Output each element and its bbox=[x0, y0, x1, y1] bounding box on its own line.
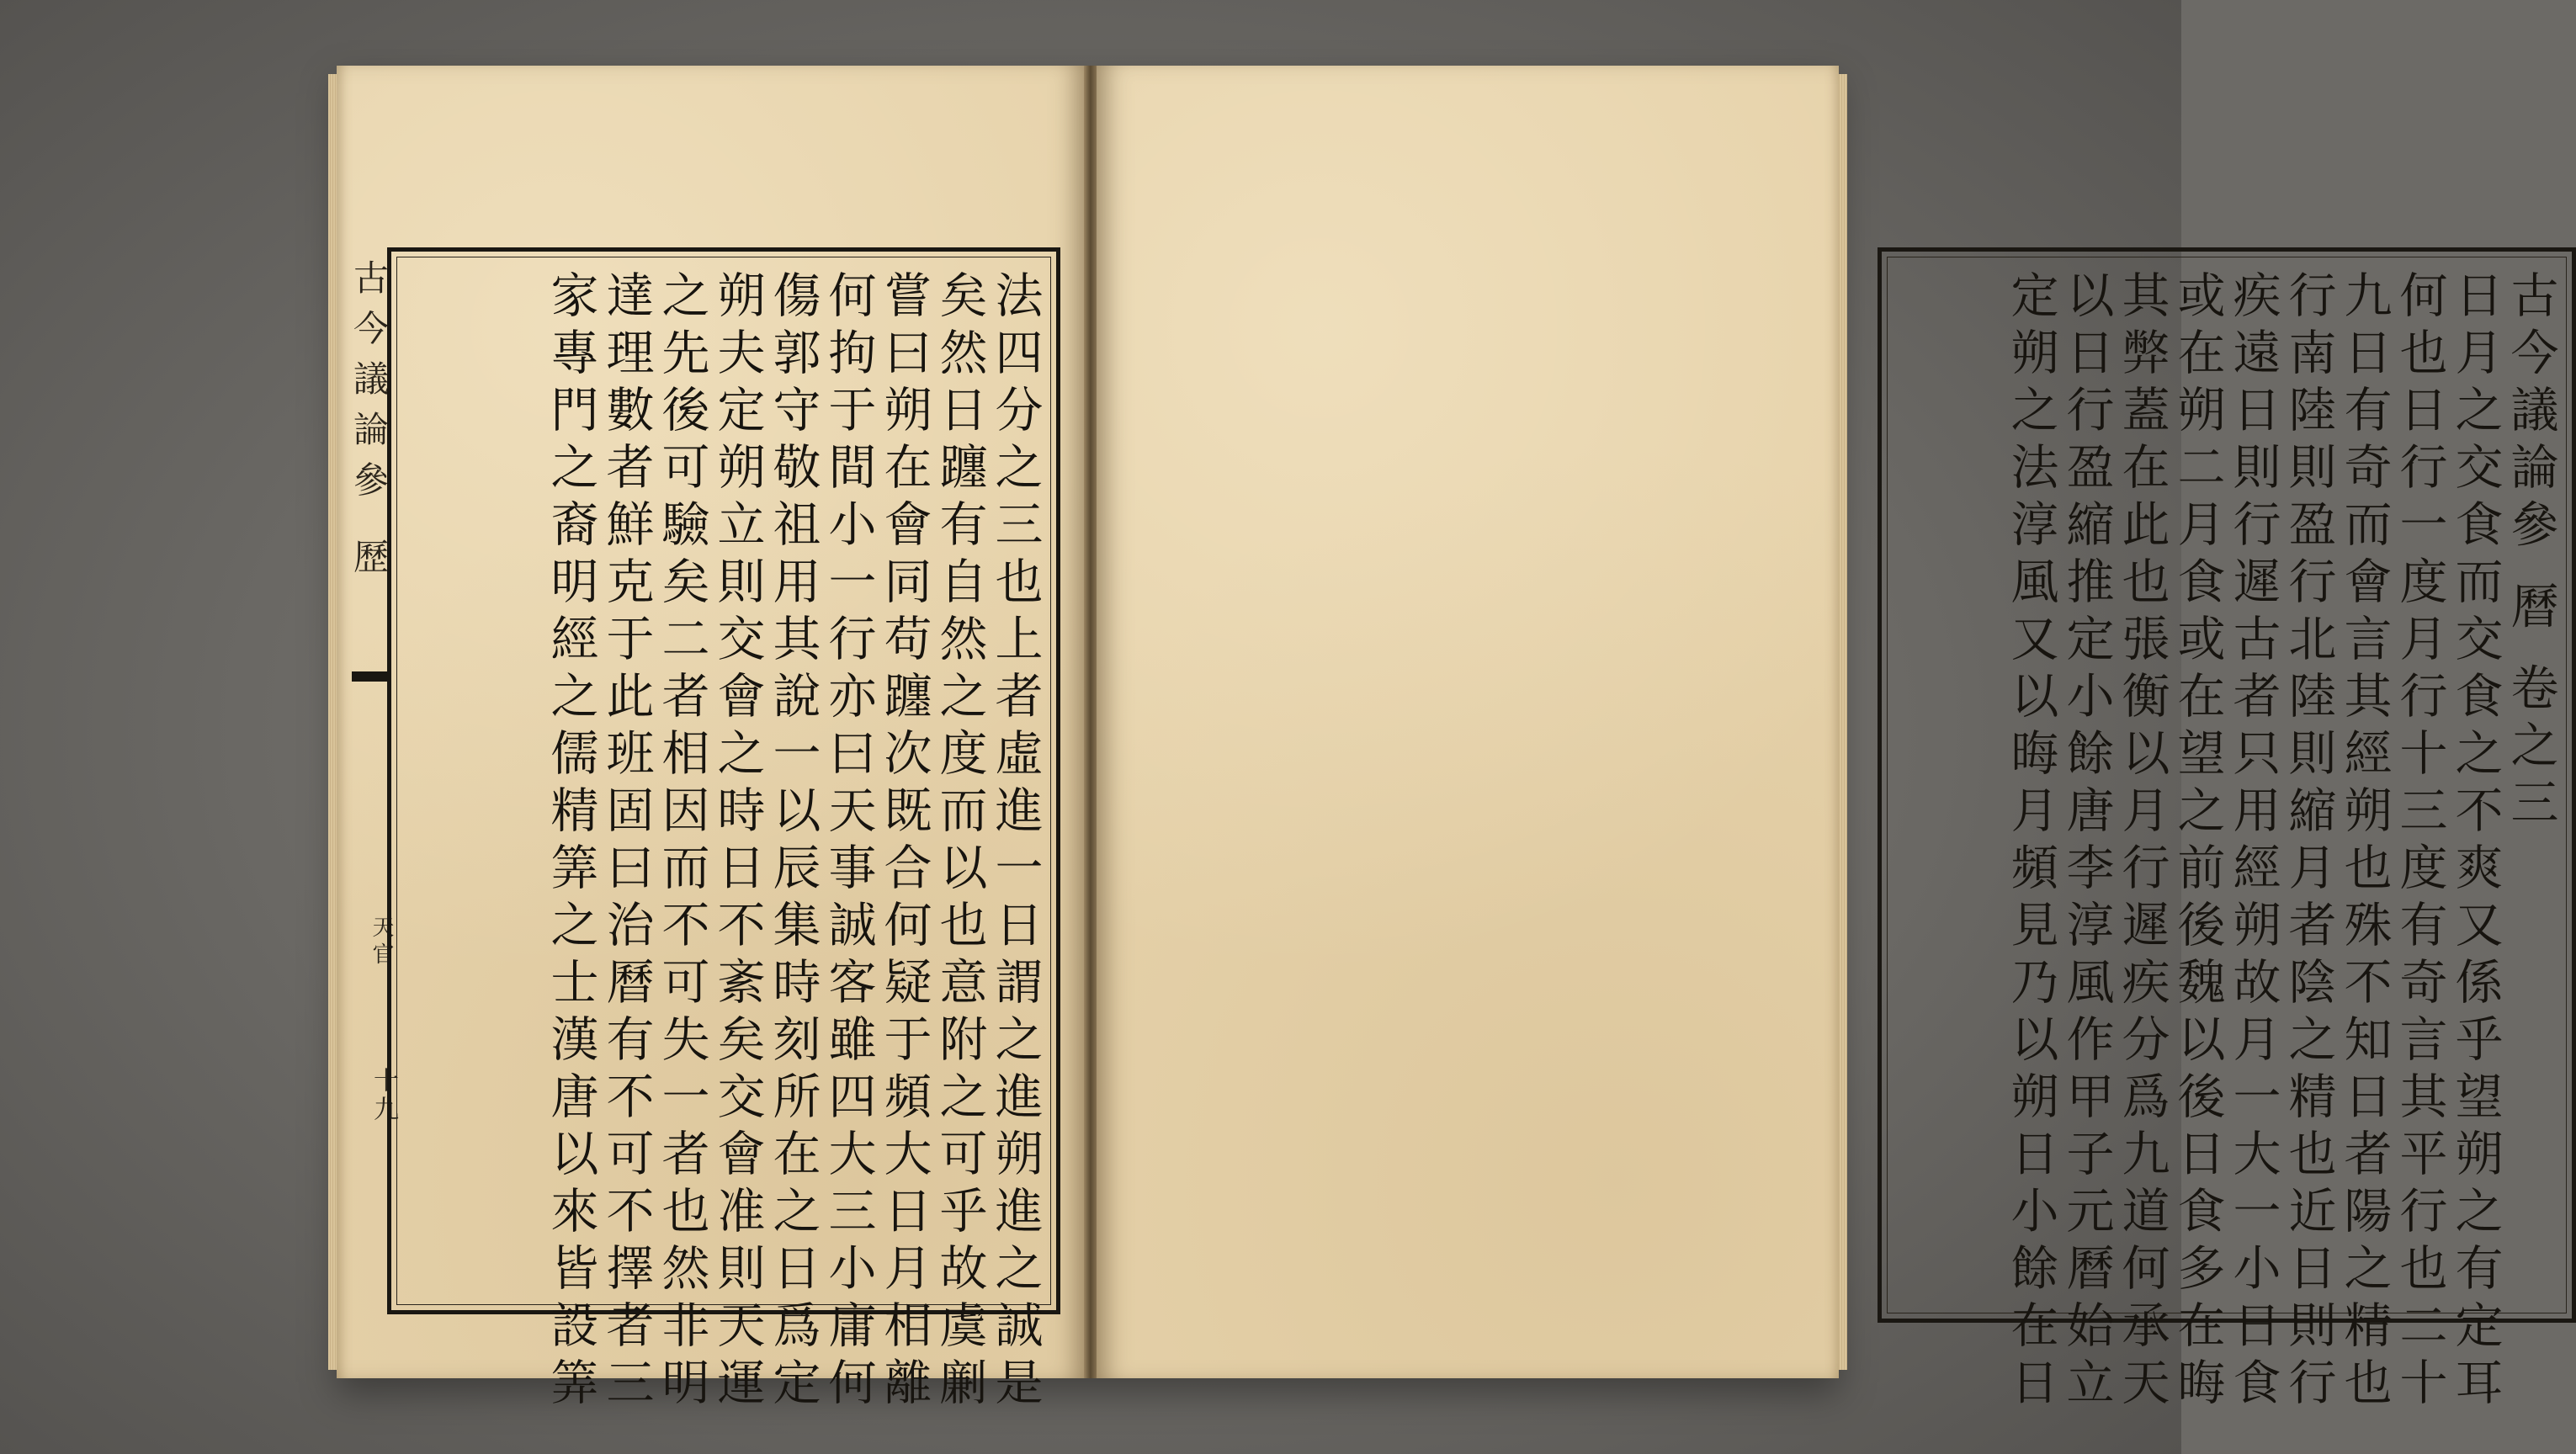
text-column: 行南陸則盈行北陸則縮月者陰之精也近日則行 bbox=[2281, 270, 2336, 1414]
open-book bbox=[337, 66, 2558, 1414]
left-margin-section: 天官 bbox=[369, 915, 394, 969]
text-column: 何拘于間小一行亦曰天事誠客雖四大三小庸何 bbox=[821, 270, 876, 1414]
text-column: 或在朔二月食或在望之前後魏以後日食多在晦 bbox=[2170, 270, 2225, 1414]
right-text-frame bbox=[1878, 247, 2576, 1414]
text-column: 嘗曰朔在會同苟躔次既合何疑于頻大日月相離 bbox=[876, 270, 932, 1414]
left-text-frame bbox=[387, 247, 1060, 1414]
text-column: 傷郭守敬祖用其說一以辰集時刻所在之日爲定 bbox=[765, 270, 821, 1414]
right-text-columns bbox=[1897, 270, 2558, 1414]
left-page bbox=[337, 66, 1086, 1414]
text-column: 之先後可驗矣二者相因而不可失一者也然非明 bbox=[654, 270, 709, 1414]
left-text-columns bbox=[435, 270, 1043, 1414]
text-column: 朔夫定朔立則交會之時日不紊矣交會准則天運 bbox=[709, 270, 765, 1414]
header-column: 古今議論參 曆 卷之三 bbox=[2503, 270, 2558, 835]
left-page-number: 十九 bbox=[369, 1067, 398, 1124]
right-page bbox=[1097, 66, 2558, 1414]
text-column: 法四分之三也上者虛進一日謂之進朔進之誠是 bbox=[987, 270, 1043, 1414]
text-column: 何也日行一度月行十三度有奇言其平行也二十 bbox=[2392, 270, 2447, 1414]
text-column: 疾遠日則行遲古者只用經朔故月一大一小日食 bbox=[2225, 270, 2281, 1414]
text-column: 其弊蓋在此也張衡以月行遲疾分爲九道何承天 bbox=[2114, 270, 2170, 1414]
text-column: 以日行盈縮推定小餘唐李淳風作甲子元曆始立 bbox=[2058, 270, 2114, 1414]
text-column: 九日有奇而會言其經朔也殊不知日者陽之精也 bbox=[2336, 270, 2392, 1414]
text-column: 矣然日躔有自然之度而以也意附之可乎故虞劆 bbox=[932, 270, 987, 1414]
text-column: 達理數者鮮克于此班固曰治曆有不可不擇者三 bbox=[598, 270, 654, 1414]
left-margin-title: 古今議論參 歷 bbox=[348, 259, 390, 589]
margin-divider bbox=[352, 671, 389, 682]
text-column: 日月之交食而交食之不爽又係乎望朔之有定耳 bbox=[2447, 270, 2503, 1414]
text-column: 定朔之法淳風又以晦月頻見乃以朔日小餘在日 bbox=[2003, 270, 2058, 1414]
text-column: 家專門之裔明經之儒精筭之士漢唐以來皆設筭 bbox=[543, 270, 598, 1414]
